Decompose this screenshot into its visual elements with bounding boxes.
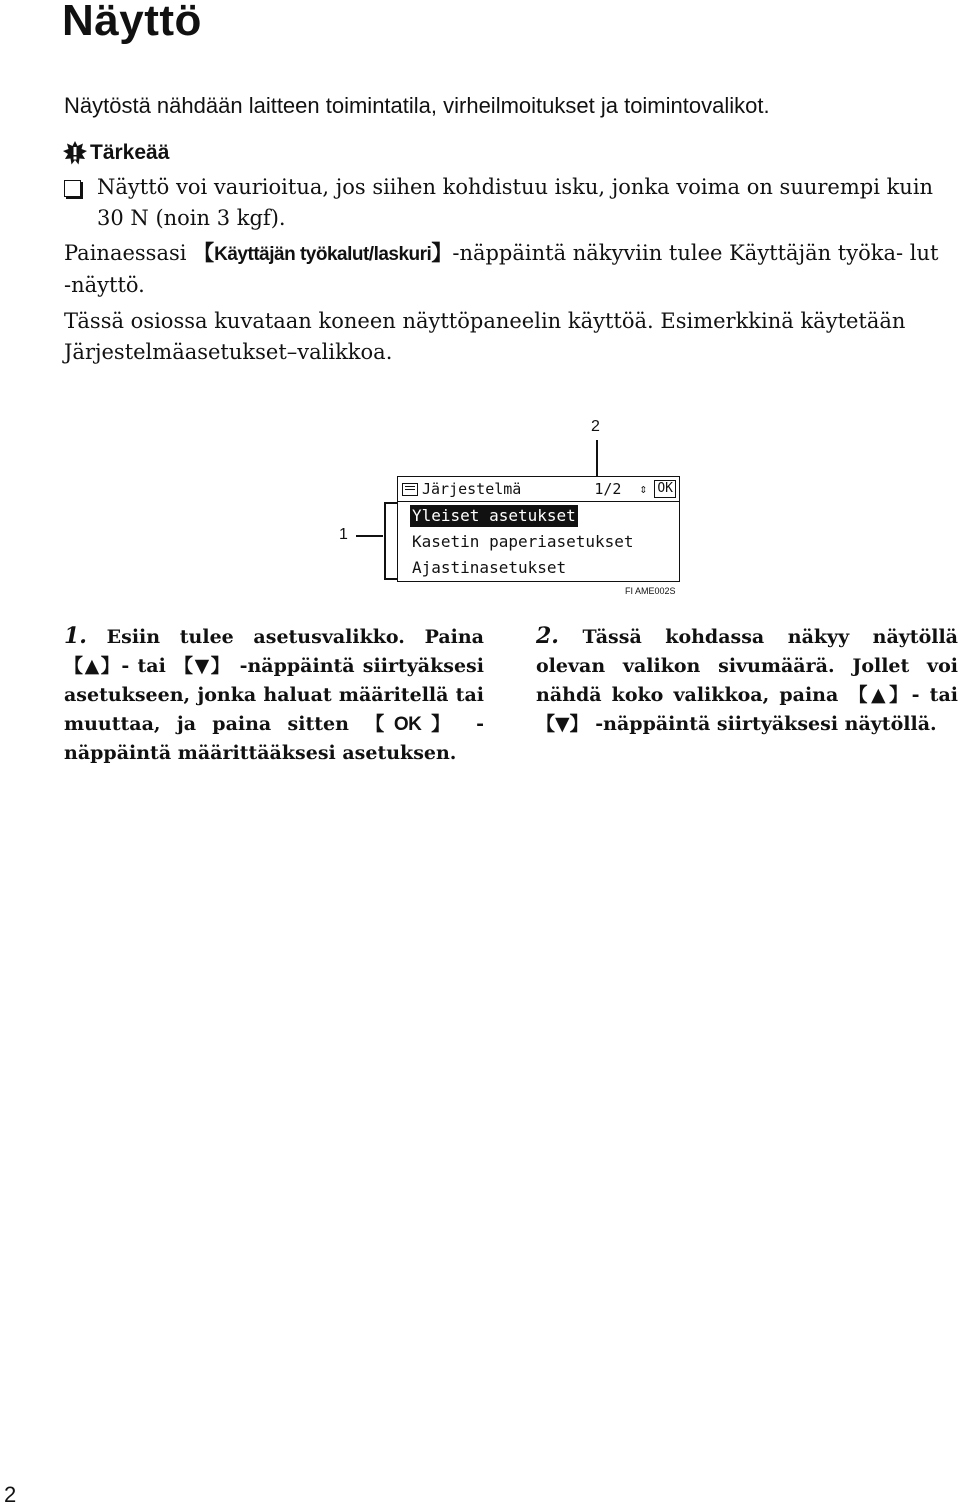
bracket-open: 【 [536,713,556,735]
note-2-text: - tai [911,684,958,706]
lcd-display [397,476,680,582]
important-label: Tärkeää [90,141,170,164]
bracket-open: 【 [365,713,394,735]
para2-before: Painaessasi [64,241,194,265]
bracket-close: 】 [889,684,912,706]
figure-code: FI AME002S [625,586,676,596]
intro-text: Näytöstä nähdään laitteen toimintatila, virheilmoitukset ja toimintovalikot. [64,93,770,118]
note-2 [536,622,958,739]
up-arrow-icon: ▲ [870,684,890,706]
callout-2: 2 [591,418,600,435]
note-1-text: -näppäintä määrittääksesi asetuksen. [64,713,484,764]
note-2-number: 2. [536,623,559,649]
note-1-text: - tai [121,655,174,677]
up-arrow-icon: ▲ [84,655,101,677]
bracket-close: 】 [421,713,460,735]
lcd-header [398,477,679,502]
lcd-menu-item[interactable]: Yleiset asetukset [412,506,576,525]
important-item-text: Näyttö voi vaurioitua, jos siihen kohdistuu isku, jonka voima on suurempi kuin 30 N (noin 3 kgf). [97,175,934,230]
page-number: 2 [4,1482,17,1507]
note-1 [64,622,484,768]
up-down-arrow-icon: ⇕ [639,481,648,497]
callout-1: 1 [339,526,348,543]
user-tools-key: Käyttäjän työkalut/laskuri [214,244,432,265]
note-1-text: Esiin tulee asetusvalikko. Paina [106,626,484,648]
lcd-menu-item[interactable]: Ajastinasetukset [412,558,567,577]
bracket-open: 【 [193,241,215,265]
bracket-open: 【 [64,655,85,677]
para2-after: -näppäintä näkyviin tulee Käyttäjän työka- lut -näyttö. [64,241,939,297]
page-title: Näyttö [62,0,202,45]
lcd-menu-item[interactable]: Kasetin paperiasetukset [412,532,634,551]
note-2-text: -näppäintä siirtyäksesi näytöllä. [588,713,937,735]
note-1-text: -näppäintä siirtyäksesi asetukseen, jonka haluat määritellä tai muuttaa, ja paina sitten [64,655,484,735]
menu-icon [402,483,418,496]
bracket-close: 】 [569,713,589,735]
down-arrow-icon: ▼ [555,713,570,735]
bracket-open: 【 [174,655,195,677]
bracket-close: 】 [431,241,453,265]
bracket-close: 】 [210,655,232,677]
note-1-number: 1. [64,623,87,649]
ok-key: OK [393,714,422,735]
down-arrow-icon: ▼ [194,655,211,677]
lcd-title: Järjestelmä [422,480,522,498]
panel-paragraph: Tässä osiossa kuvataan koneen näyttöpaneelin käyttöä. Esimerkkinä käytetään Järjestelmäasetukset–valikkoa. [64,309,906,364]
note-2-text: Tässä kohdassa näkyy näytöllä olevan valikon sivumäärä. Jollet voi nähdä koko valikkoa, paina [536,626,958,706]
bracket-open: 【 [848,684,871,706]
lcd-page-count: 1/2 [594,480,622,498]
bracket-close: 】 [100,655,122,677]
lcd-ok-button[interactable]: OK [654,480,676,498]
